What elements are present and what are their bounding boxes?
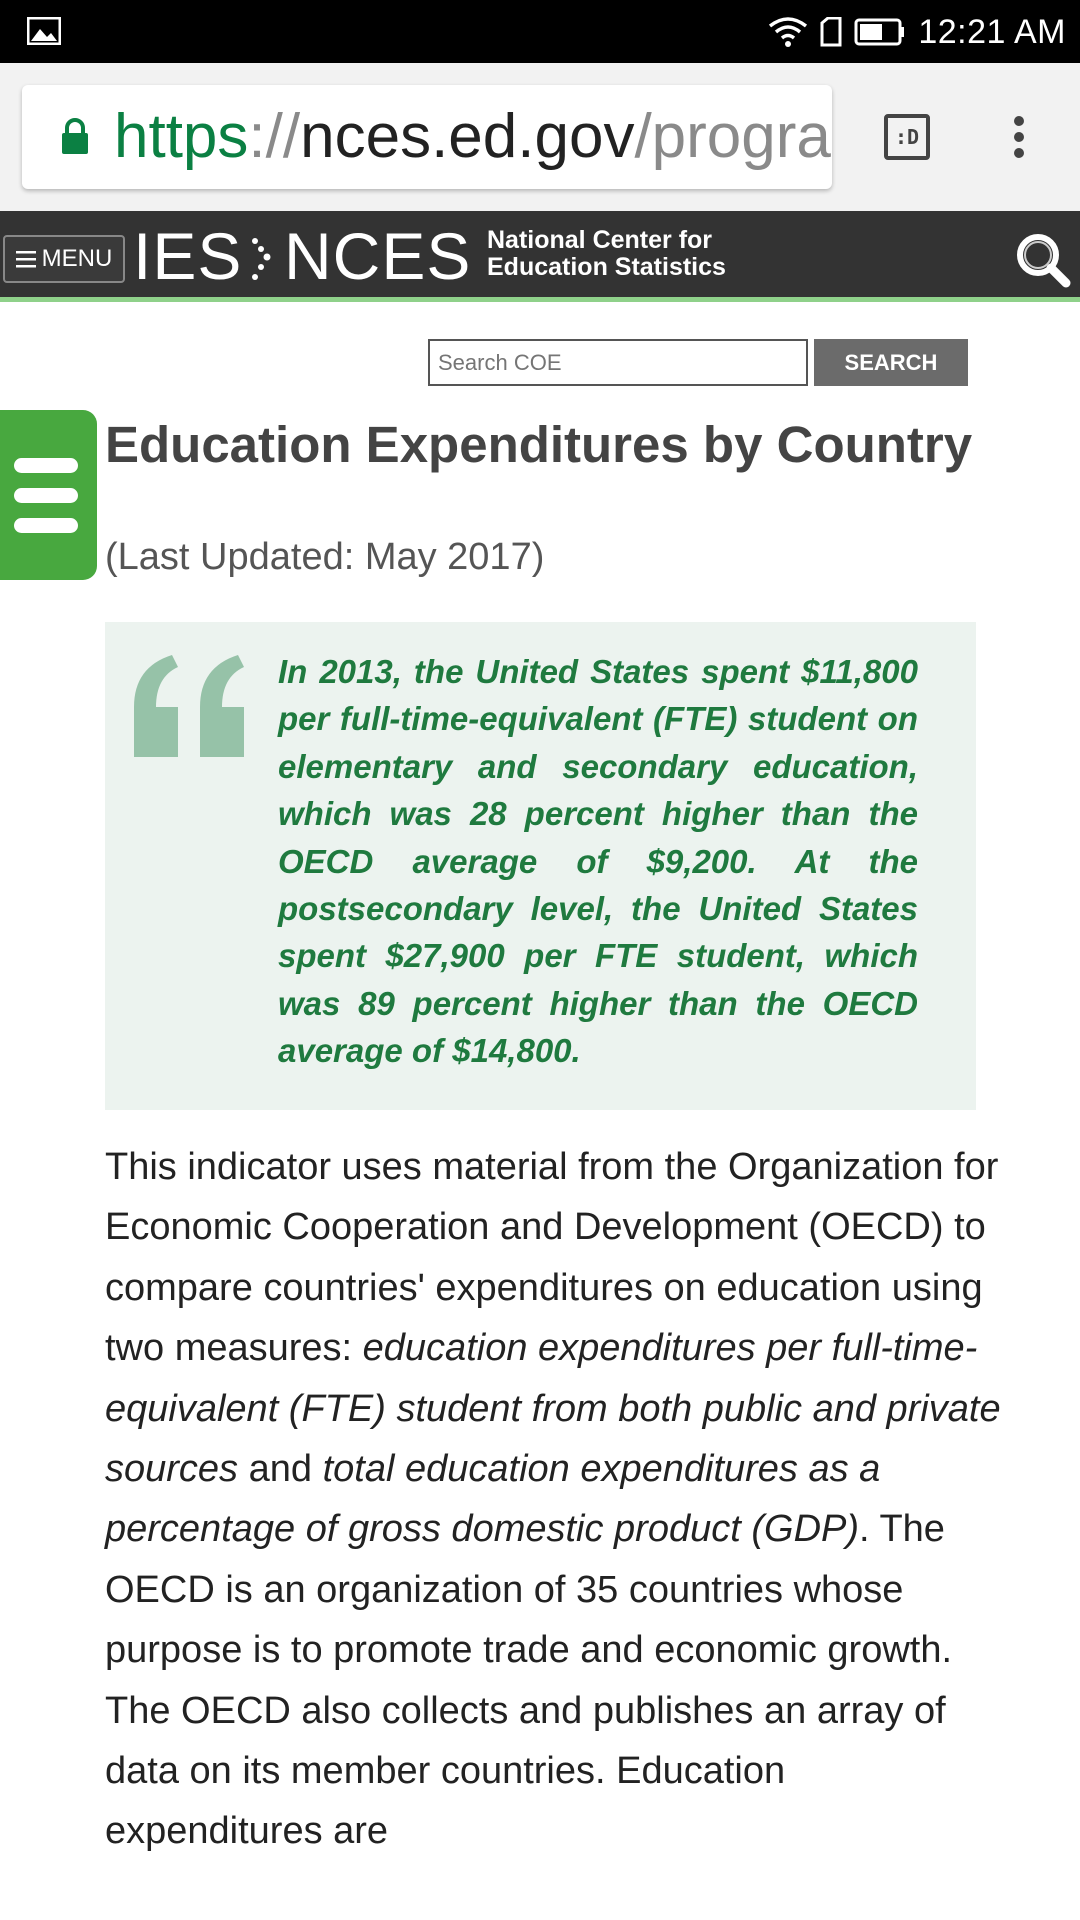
wifi-icon [768, 16, 808, 48]
chevron-right-icon [246, 233, 276, 289]
url-scheme: https [114, 102, 249, 171]
logo-ies[interactable]: IES [133, 219, 243, 293]
lock-icon [60, 117, 90, 155]
status-icons [768, 8, 1066, 56]
logo-full-name[interactable] [487, 227, 787, 281]
tab-switcher-button[interactable]: :D [884, 114, 930, 160]
sim-icon [820, 17, 842, 47]
highlight-box [105, 622, 976, 1110]
address-bar[interactable] [22, 85, 832, 189]
logo-full-line2: Education Statistics [487, 253, 726, 281]
overflow-menu-icon[interactable] [1008, 113, 1030, 161]
gallery-icon [27, 17, 61, 45]
browser-toolbar [0, 63, 1080, 211]
highlight-text: In 2013, the United States spent $11,800 per full-time-equivalent (FTE) student on elementary and secondary education, which was 28 percent higher than the OECD average of $9,200. At the postsecondary level, the United States spent $27,900 per FTE student, which was 89 percent higher than the OECD average of $14,800. [278, 653, 918, 1070]
url-host: nces.ed.gov [300, 102, 635, 171]
site-header [0, 211, 1080, 302]
page-title: Education Expenditures by Country [105, 416, 973, 473]
body-paragraph: This indicator uses material from the Organization for Economic Cooperation and Development (OECD) to compare countries' expenditures on education using two measures: education expenditures per full-time-equivalent (FTE) student from both public and private sources and total education expenditures as a percentage of gross domestic product (GDP). The OECD is an organization of 35 countries whose purpose is to promote trade and economic growth. The OECD also collects and publishes an array of data on its member countries. Education expenditures are [105, 1146, 1001, 1853]
battery-icon [854, 17, 906, 47]
status-bar [0, 0, 1080, 63]
quote-icon [130, 647, 250, 767]
logo-full-line1: National Center for [487, 226, 713, 254]
url-path: /progra [634, 102, 831, 171]
side-menu-tab[interactable] [0, 410, 97, 580]
search-icon[interactable] [1014, 231, 1072, 289]
search-button[interactable]: SEARCH [814, 339, 968, 386]
last-updated: (Last Updated: May 2017) [105, 536, 545, 578]
hamburger-icon [16, 250, 36, 268]
search-input[interactable] [428, 339, 808, 386]
status-time: 12:21 AM [918, 12, 1066, 51]
url-separator: :// [248, 102, 301, 171]
logo-nces[interactable]: NCES [284, 219, 472, 293]
menu-button[interactable] [3, 235, 125, 283]
menu-label: MENU [41, 245, 113, 272]
url-text[interactable] [114, 101, 831, 173]
